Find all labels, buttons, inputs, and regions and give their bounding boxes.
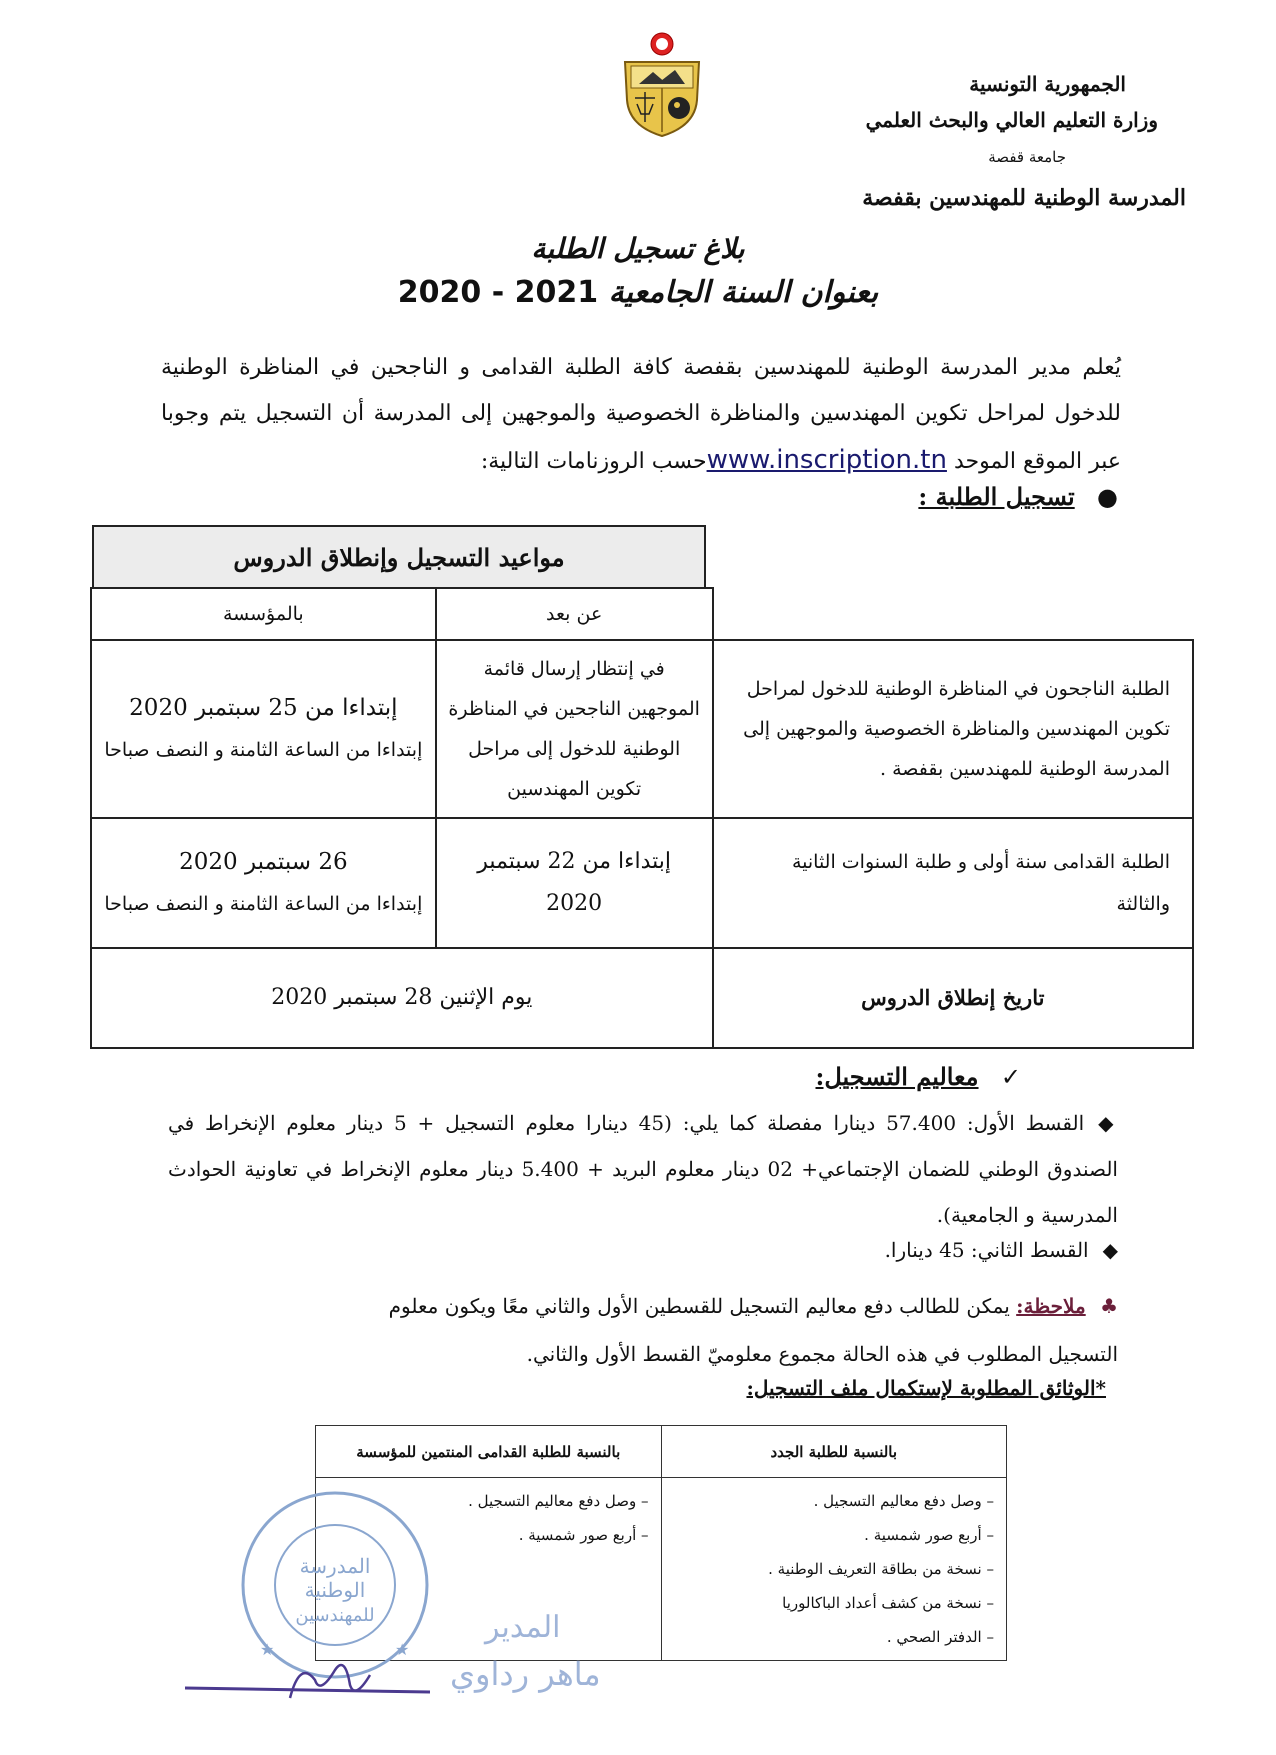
fees-section [816,1062,1022,1091]
header-country: الجمهورية التونسية [969,72,1126,96]
header-school: المدرسة الوطنية للمهندسين بقفصة [862,185,1186,211]
row-onsite-time: إبتداءا من الساعة الثامنة و النصف صباحا [104,893,423,915]
section-registration [918,482,1118,511]
doc-subtitle-year: 2020 - 2021 [397,275,599,310]
svg-text:للمهندسين: للمهندسين [295,1605,375,1626]
header-ministry: وزارة التعليم العالي والبحث العلمي [865,108,1158,132]
intro-suffix: حسب الروزنامات التالية: [480,449,707,474]
header-university: جامعة قفصة [988,148,1066,166]
intro-text: يُعلم مدير المدرسة الوطنية للمهندسين بقفصة كافة الطلبة القدامى و الناجحين في المناظرة الوطنية للدخول لمراحل تكوين المهندسين والمناظرة الخصوصية والموجهين إلى المدرسة أن التسجيل يتم وجوبا عبر الموقع الموحد [161,355,1121,474]
start-label: تاريخ إنطلاق الدروس [713,948,1193,1048]
row-label: الطلبة الناجحون في المناظرة الوطنية للدخول لمراحل تكوين المهندسين والمناظرة الخصوصية والموجهين إلى المدرسة الوطنية للمهندسين بقفصة . [713,640,1193,818]
director-name: ماهر رداوي [450,1655,601,1693]
list-item-text: أربع صور شمسية . [518,1526,637,1544]
doc-title: بلاغ تسجيل الطلبة [531,232,745,265]
section-registration-title: تسجيل الطلبة : [918,482,1075,511]
director-title: المدير [485,1610,561,1645]
docs-col-old: بالنسبة للطلبة القدامى المنتمين للمؤسسة [316,1426,662,1478]
row-onsite [91,640,436,818]
row-onsite-date: 26 سبتمبر 2020 [179,849,348,875]
signature-scribble [180,1640,440,1710]
bullet-icon: ● [1097,482,1118,511]
list-item-text: وصل دفع معاليم التسجيل . [813,1492,982,1510]
row-remote: في إنتظار إرسال قائمة الموجهين الناجحين في المناظرة الوطنية للدخول إلى مراحل تكوين المهندسين [436,640,713,818]
clubs-icon: ♣ [1100,1294,1118,1318]
table-row [91,948,1193,1048]
note-text: يمكن للطالب دفع معاليم التسجيل للقسطين الأول والثاني معًا ويكون معلوم التسجيل المطلوب في هذه الحالة مجموع معلوميّ القسط الأول والثاني. [388,1294,1118,1366]
fees-note [318,1282,1118,1378]
list-item-text: الدفتر الصحي . [886,1628,982,1646]
schedule-table-colheaders [91,588,1193,640]
list-item-text: وصل دفع معاليم التسجيل . [468,1492,637,1510]
list-item: – نسخة من كشف أعداد الباكالوريا [782,1594,994,1612]
svg-text:الوطنية: الوطنية [304,1578,366,1602]
note-label: ملاحظة: [1016,1294,1086,1318]
list-item: – وصل دفع معاليم التسجيل . [813,1492,994,1510]
diamond-bullet-icon: ◆ [1098,1111,1119,1135]
list-item: – أربع صور شمسية . [864,1526,994,1544]
row-remote: إبتداءا من 22 سبتمبر 2020 [436,818,713,948]
list-item-text: نسخة من بطاقة التعريف الوطنية . [768,1560,982,1578]
list-item: – نسخة من بطاقة التعريف الوطنية . [768,1560,994,1578]
intro-paragraph [161,345,1121,485]
diamond-bullet-icon: ◆ [1102,1238,1118,1262]
row-onsite [91,818,436,948]
docs-new-list [674,1484,994,1654]
docs-col-new: بالنسبة للطلبة الجدد [661,1426,1006,1478]
list-item: – أربع صور شمسية . [518,1526,649,1544]
col-onsite: بالمؤسسة [91,588,436,640]
fees-item-2 [885,1238,1118,1262]
fees-item-2-text: القسط الثاني: 45 دينارا. [884,1238,1089,1262]
table-row [91,640,1193,818]
doc-subtitle-text: بعنوان السنة الجامعية [608,275,879,310]
tunisia-emblem [617,30,707,140]
docs-table-header [316,1426,1007,1478]
schedule-table-title: مواعيد التسجيل وإنطلاق الدروس [233,542,565,572]
start-value: يوم الإثنين 28 سبتمبر 2020 [91,948,713,1048]
fees-title: معاليم التسجيل: [815,1062,979,1091]
fees-item-1 [168,1100,1118,1238]
schedule-table [90,587,1194,1049]
row-onsite-time: إبتداءا من الساعة الثامنة و النصف صباحا [104,739,423,761]
fees-item-1-text: القسط الأول: 57.400 دينارا مفصلة كما يلي: (45 دينارا معلوم التسجيل + 5 دينار معلوم الإنخراط في الصندوق الوطني للضمان الإجتماعي+ 02 دينار معلوم البريد + 5.400 دينار معلوم الإنخراط في تعاونية الحوادث المدرسية و الجامعية). [168,1111,1118,1227]
row-onsite-date: إبتداءا من 25 سبتمبر 2020 [129,695,398,721]
table-row [91,818,1193,948]
doc-subtitle [0,275,1276,310]
list-item: – وصل دفع معاليم التسجيل . [468,1492,649,1510]
empty-cell [713,588,1193,640]
svg-text:المدرسة: المدرسة [299,1554,371,1578]
list-item-text: نسخة من كشف أعداد الباكالوريا [782,1594,982,1612]
docs-title: *الوثائق المطلوبة لإستكمال ملف التسجيل: [746,1376,1106,1400]
svg-text:★: ★ [260,1640,275,1659]
schedule-table-header [92,525,706,589]
col-remote: عن بعد [436,588,713,640]
list-item-text: أربع صور شمسية . [864,1526,982,1544]
list-item: – الدفتر الصحي . [886,1628,994,1646]
check-icon: ✓ [1000,1063,1021,1091]
row-label: الطلبة القدامى سنة أولى و طلبة السنوات الثانية والثالثة [713,818,1193,948]
inscription-link[interactable]: www.inscription.tn [706,445,947,475]
docs-new-cell [661,1478,1006,1661]
svg-text:★: ★ [395,1640,410,1659]
